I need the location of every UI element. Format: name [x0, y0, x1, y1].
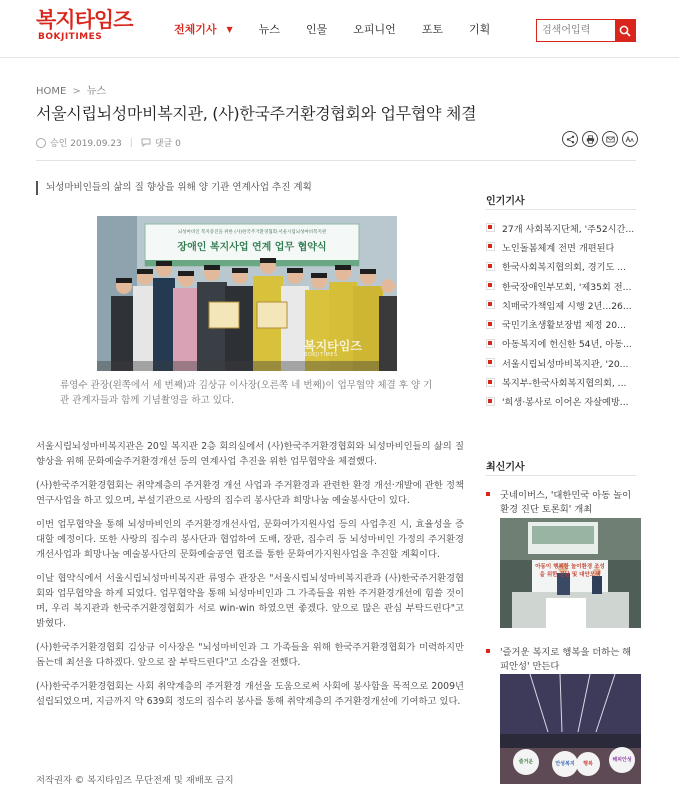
- nav-item-photo[interactable]: 포토: [421, 23, 443, 36]
- list-item-title: 서울시립뇌성마비복지관, '20...: [502, 358, 629, 370]
- article-paragraph: 이번 업무협약을 통해 뇌성마비인의 주거환경개선사업, 문화여가지원사업 등의 사업추진 시, 효율성을 증대할 예정이다. 또한 사랑의 집수리 봉사단과 협업하여 도배, 장판, 집수리 등 뇌성마비인 가정의 주거환경개선사업과 희망나눔 예술봉사단의 문화예술공연 협조를 통한 문화여가지원사업을 추진할 계획이다.: [36, 519, 464, 560]
- search-input[interactable]: [537, 20, 615, 41]
- list-item[interactable]: [486, 392, 636, 411]
- article-subheading: 뇌성마비인들의 삶의 질 향상을 위해 양 기관 연계사업 추진 계획: [36, 181, 312, 195]
- list-item-title: '희생·봉사로 이어온 자살예방...: [502, 397, 629, 409]
- breadcrumb-separator-icon: >: [72, 86, 81, 97]
- logo-text: 복지타임즈: [36, 8, 133, 32]
- nav-item-people[interactable]: 인물: [305, 23, 328, 36]
- article-paragraph: (사)한국주거환경협회는 취약계층의 주거환경 개선 사업과 주거환경과 관련한 환경 개선·개발에 관한 정책연구사업을 하고 있으며, 부설기관으로 사랑의 집수리 봉사단과 희망나눔 예술봉사단이 있다.: [36, 480, 464, 506]
- list-item-title: 아동복지에 헌신한 54년, 아동...: [502, 339, 632, 351]
- font-size-icon: [625, 135, 635, 144]
- breadcrumb: [36, 82, 106, 97]
- site-logo[interactable]: [36, 8, 148, 48]
- search-button[interactable]: [615, 20, 635, 41]
- list-item[interactable]: [486, 295, 636, 314]
- popular-divider: [486, 209, 636, 210]
- watermark-subtext: BOKJITIMES: [304, 352, 338, 358]
- email-button[interactable]: [602, 131, 618, 147]
- thumbnail-banner: 아동이 행복한 놀이환경 조성을 위한 진단 및 대안모색: [535, 564, 605, 578]
- meta-divider: |: [129, 137, 133, 148]
- thumbnail-ball-label: 행복: [583, 761, 593, 767]
- thumbnail-ball-label: 안성복지: [555, 761, 575, 767]
- list-item[interactable]: [486, 257, 636, 276]
- thumbnail-ball-label: 즐거운: [518, 759, 534, 765]
- article-title: 서울시립뇌성마비복지관, (사)한국주거환경협회와 업무협약 체결: [36, 104, 477, 123]
- bullet-icon: [486, 339, 495, 348]
- nav-label: 전체기사: [174, 23, 217, 36]
- clock-icon: [36, 138, 46, 148]
- list-item[interactable]: [486, 218, 636, 237]
- header-divider: [36, 160, 636, 161]
- list-item-title: 치매국가책임제 시행 2년...26...: [502, 300, 632, 312]
- comment-icon: [141, 138, 151, 147]
- bullet-icon: [486, 649, 490, 653]
- bullet-icon: [486, 223, 495, 232]
- share-icon: [566, 135, 575, 144]
- bullet-icon: [486, 242, 495, 251]
- print-button[interactable]: [582, 131, 598, 147]
- main-nav: [174, 21, 516, 37]
- email-icon: [606, 135, 615, 144]
- copyright-notice: 저작권자 © 복지타임즈 무단전재 및 재배포 금지: [36, 775, 234, 786]
- breadcrumb-home[interactable]: HOME: [36, 86, 67, 97]
- bullet-icon: [486, 492, 490, 496]
- bullet-icon: [486, 320, 495, 329]
- latest-article-title: '즐거운 복지로 행복을 더하는 해피안성' 만든다: [500, 647, 632, 672]
- nav-item-news[interactable]: 뉴스: [258, 23, 280, 36]
- nav-item-all-articles[interactable]: [174, 21, 233, 37]
- list-item-title: 한국사회복지협의회, 경기도 ...: [502, 262, 627, 274]
- list-item[interactable]: [486, 372, 636, 391]
- popular-articles-title: 인기기사: [486, 196, 525, 207]
- popular-articles-list: [486, 218, 636, 411]
- thumbnail-illustration: [500, 674, 641, 784]
- photo-banner-top: 뇌성마비인 복지증진을 위한 (사)한국주거환경협회·서울시립뇌성마비복지관: [177, 230, 327, 235]
- article-meta: [36, 136, 181, 149]
- latest-article-2-thumbnail[interactable]: [500, 674, 641, 784]
- site-header: [0, 0, 679, 58]
- list-item[interactable]: [486, 334, 636, 353]
- share-button[interactable]: [562, 131, 578, 147]
- photo-caption: 류영수 관장(왼쪽에서 세 번째)과 김상규 이사장(오른쪽 네 번째)이 업무협약 체결 후 양 기관 관계자들과 함께 기념촬영을 하고 있다.: [60, 380, 433, 406]
- article-body: [36, 439, 464, 718]
- bullet-icon: [486, 358, 495, 367]
- article-paragraph: (사)한국주거환경협회 김상규 이사장은 "뇌성마비인과 그 가족들을 위해 한국주거환경협회가 미력하지만 돕는데 최선을 다하겠다. 앞으로 잘 부탁드린다"고 소감을 전했다.: [36, 642, 464, 668]
- latest-articles-title: 최신기사: [486, 462, 525, 473]
- photo-banner-title: 장애인 복지사업 연계 업무 협약식: [177, 242, 327, 253]
- article-paragraph: (사)한국주거환경협회는 사회 취약계층의 주거환경 개선을 도움으로써 사회에 봉사함을 목적으로 2009년 설립되었으며, 지금까지 약 639회 정도의 집수리 봉사를 통해 취약계층의 주거환경개선에 기여하고 있다.: [36, 681, 464, 707]
- nav-item-opinion[interactable]: 오피니언: [353, 23, 396, 36]
- watermark-text: 복지타임즈: [304, 339, 362, 353]
- photo-watermark: [304, 340, 362, 358]
- list-item-title: 27개 사회복지단체, '주52시간...: [502, 223, 635, 235]
- latest-article-1-thumbnail[interactable]: [500, 518, 641, 628]
- latest-article-2[interactable]: [486, 646, 636, 674]
- bullet-icon: [486, 281, 495, 290]
- list-item-title: 국민기초생활보장법 제정 20...: [502, 320, 626, 332]
- caret-down-icon: ▼: [226, 25, 233, 34]
- latest-divider: [486, 475, 636, 476]
- search-box: [536, 19, 636, 42]
- list-item[interactable]: [486, 314, 636, 333]
- bullet-icon: [486, 262, 495, 271]
- article-comments[interactable]: 댓글 0: [154, 139, 181, 149]
- share-tools: [562, 131, 638, 147]
- article-paragraph: 이날 협약식에서 서울시립뇌성마비복지관 류영수 관장은 "서울시립뇌성마비복지관과 (사)한국주거환경협회와 업무협약을 하게 되었다. 업무협약을 통해 뇌성마비인과 그 가족들을 위한 주거환경개선에 힘쓸 것이며, 우리 복지관과 한국주거환경협회가 서로 win-win 하였으면 좋겠다. 앞으로 많은 관심 부탁드린다"고 밝혔다.: [36, 573, 464, 629]
- logo-subtext: BOKJITIMES: [38, 32, 103, 42]
- list-item[interactable]: [486, 353, 636, 372]
- latest-article-title: 굿네이버스, '대한민국 아동 놀이환경 진단 토론회' 개최: [500, 490, 632, 515]
- breadcrumb-news[interactable]: 뉴스: [86, 86, 107, 97]
- list-item-title: 복지부-한국사회복지협의회, ...: [502, 378, 627, 390]
- bullet-icon: [486, 300, 495, 309]
- list-item[interactable]: [486, 237, 636, 256]
- list-item-title: 노인돌봄체계 전면 개편된다: [502, 242, 615, 254]
- bullet-icon: [486, 397, 495, 406]
- print-icon: [586, 135, 595, 144]
- article-paragraph: 서울시립뇌성마비복지관은 20일 복지관 2층 회의실에서 (사)한국주거환경협회와 뇌성마비인들의 삶의 질 향상을 위해 문화예술주거환경개선 등의 연계사업 추진을 위한 업무협약을 체결했다.: [36, 441, 464, 467]
- list-item[interactable]: [486, 276, 636, 295]
- search-icon: [619, 25, 631, 37]
- thumbnail-ball-label: 해피안성: [612, 757, 632, 763]
- latest-article-1[interactable]: [486, 489, 636, 517]
- list-item-title: 한국장애인부모회, '제35회 전...: [502, 281, 632, 293]
- article-photo[interactable]: [97, 216, 397, 371]
- article-date: 승인 2019.09.23: [50, 139, 122, 149]
- font-size-button[interactable]: [622, 131, 638, 147]
- nav-item-feature[interactable]: 기획: [468, 23, 491, 36]
- bullet-icon: [486, 378, 495, 387]
